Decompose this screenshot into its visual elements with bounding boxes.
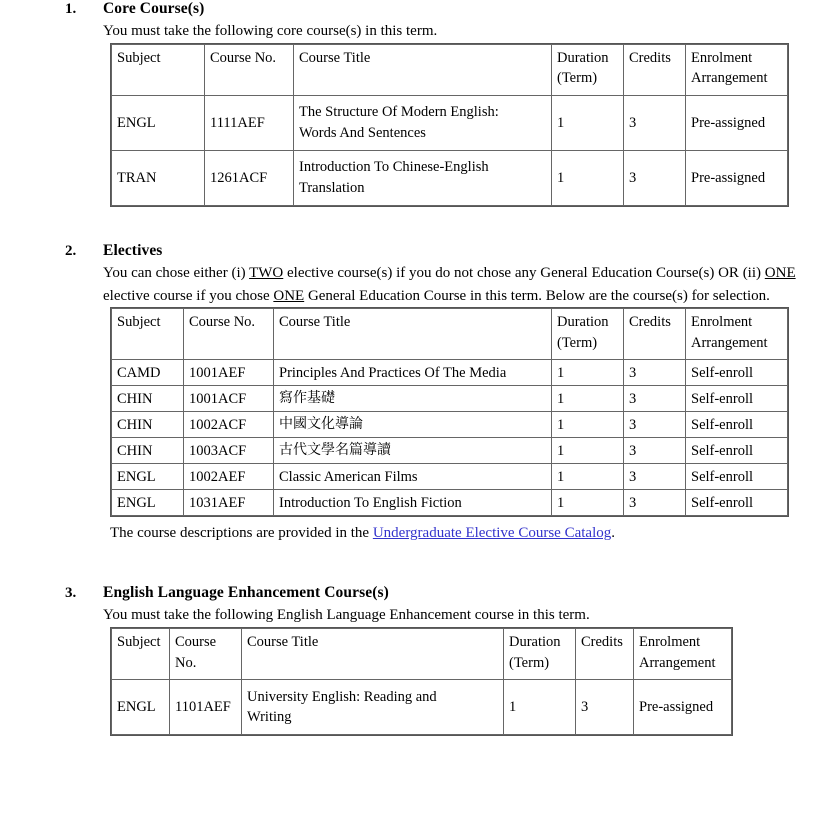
intro-emphasis-two: TWO — [249, 264, 284, 281]
cell-credits: 3 — [624, 95, 686, 150]
section-1-title: Core Course(s) — [103, 0, 205, 17]
table-row — [112, 360, 788, 386]
header-course-no: Course No. — [184, 309, 274, 360]
header-duration-line2: (Term) — [509, 654, 550, 671]
section-1-intro: You must take the following core course(s) in this term. — [103, 23, 438, 39]
cell-course-no: 1031AEF — [184, 490, 274, 516]
cell-title-line1: The Structure Of Modern English: — [299, 104, 499, 121]
electives-table — [111, 308, 788, 516]
cell-credits: 3 — [624, 490, 686, 516]
cell-duration: 1 — [552, 464, 624, 490]
cell-duration: 1 — [552, 438, 624, 464]
section-3-title: English Language Enhancement Course(s) — [103, 584, 389, 602]
section-3-intro: You must take the following English Language Enhancement course in this term. — [103, 607, 590, 624]
cell-course-title: 古代文學名篇導讀 — [274, 438, 552, 464]
core-courses-table — [111, 44, 788, 206]
header-enrolment-line2: Arrangement — [691, 334, 768, 351]
intro-text-part4: General Education Course in this term. Below are the course(s) for selection. — [304, 287, 770, 304]
header-subject: Subject — [112, 309, 184, 360]
section-gap — [0, 212, 828, 242]
catalog-note-prefix: The course descriptions are provided in the — [110, 525, 373, 542]
cell-enrolment: Self-enroll — [686, 490, 788, 516]
intro-emphasis-one-b: ONE — [273, 287, 305, 304]
table-row — [112, 95, 788, 150]
cell-title-line2: Translation — [299, 179, 365, 196]
header-duration-line1: Duration — [557, 49, 609, 66]
cell-duration: 1 — [552, 412, 624, 438]
cell-course-no: 1101AEF — [170, 680, 242, 735]
section-2-title: Electives — [103, 241, 163, 259]
cell-course-no: 1002AEF — [184, 464, 274, 490]
table-row — [112, 438, 788, 464]
cell-credits: 3 — [624, 438, 686, 464]
cell-course-title: Classic American Films — [274, 464, 552, 490]
header-course-title: Course Title — [274, 309, 552, 360]
table-header-row — [112, 309, 788, 360]
cell-course-title: 寫作基礎 — [274, 386, 552, 412]
cell-course-title: Principles And Practices Of The Media — [274, 360, 552, 386]
catalog-note-suffix: . — [611, 525, 615, 542]
header-enrolment-line1: Enrolment — [691, 314, 753, 331]
section-2-number: 2. — [65, 242, 77, 259]
table-header-row — [112, 629, 732, 680]
cell-credits: 3 — [576, 680, 634, 735]
cell-title-line1: Introduction To Chinese-English — [299, 159, 489, 176]
header-enrolment-line1: Enrolment — [691, 49, 753, 66]
cell-course-no: 1001ACF — [184, 386, 274, 412]
header-duration — [552, 44, 624, 95]
cell-credits: 3 — [624, 360, 686, 386]
cell-enrolment: Pre-assigned — [686, 150, 788, 205]
cell-title-line1: University English: Reading and — [247, 688, 437, 705]
cell-course-no: 1003ACF — [184, 438, 274, 464]
section-2-heading — [0, 242, 828, 260]
cell-credits: 3 — [624, 386, 686, 412]
cell-course-title — [242, 680, 504, 735]
table-row — [112, 464, 788, 490]
cell-enrolment: Self-enroll — [686, 464, 788, 490]
section-3-number: 3. — [65, 585, 77, 602]
intro-text-part3: elective course if you chose — [103, 287, 274, 304]
header-enrolment-line1: Enrolment — [639, 634, 701, 651]
cell-subject: ENGL — [112, 490, 184, 516]
ele-courses-table-wrapper — [110, 627, 733, 736]
cell-enrolment: Pre-assigned — [634, 680, 732, 735]
cell-title-line2: Words And Sentences — [299, 124, 426, 141]
section-core-courses — [0, 0, 828, 212]
electives-table-wrapper — [110, 307, 789, 517]
header-duration-line1: Duration — [557, 314, 609, 331]
header-enrolment — [686, 309, 788, 360]
header-subject: Subject — [112, 629, 170, 680]
ele-courses-table — [111, 628, 732, 735]
section-3-body — [103, 604, 828, 627]
table-row — [112, 490, 788, 516]
cell-subject: ENGL — [112, 680, 170, 735]
cell-subject: CHIN — [112, 386, 184, 412]
cell-subject: CHIN — [112, 412, 184, 438]
cell-enrolment: Pre-assigned — [686, 95, 788, 150]
header-course-no — [170, 629, 242, 680]
cell-duration: 1 — [504, 680, 576, 735]
catalog-note — [110, 525, 828, 542]
cell-duration: 1 — [552, 360, 624, 386]
cell-subject: CHIN — [112, 438, 184, 464]
section-english-language-enhancement — [0, 584, 828, 741]
section-electives — [0, 242, 828, 543]
header-course-no-line2: No. — [175, 654, 197, 671]
cell-course-no: 1111AEF — [205, 95, 294, 150]
cell-course-no: 1002ACF — [184, 412, 274, 438]
intro-emphasis-one-a: ONE — [764, 264, 796, 281]
header-credits: Credits — [576, 629, 634, 680]
header-course-no: Course No. — [205, 44, 294, 95]
section-gap — [0, 542, 828, 584]
cell-duration: 1 — [552, 150, 624, 205]
cell-enrolment: Self-enroll — [686, 438, 788, 464]
cell-subject: ENGL — [112, 95, 205, 150]
cell-title-line2: Writing — [247, 709, 292, 726]
cell-subject: ENGL — [112, 464, 184, 490]
header-enrolment — [686, 44, 788, 95]
header-credits: Credits — [624, 309, 686, 360]
cell-subject: CAMD — [112, 360, 184, 386]
header-subject: Subject — [112, 44, 205, 95]
cell-course-no: 1001AEF — [184, 360, 274, 386]
intro-text-part1: You can chose either (i) — [103, 264, 250, 281]
header-course-title: Course Title — [294, 44, 552, 95]
table-row — [112, 386, 788, 412]
section-2-body — [103, 262, 828, 308]
table-row — [112, 412, 788, 438]
cell-course-title: Introduction To English Fiction — [274, 490, 552, 516]
header-duration — [552, 309, 624, 360]
section-2-intro — [103, 262, 828, 308]
cell-credits: 3 — [624, 150, 686, 205]
cell-subject: TRAN — [112, 150, 205, 205]
section-1-heading — [0, 0, 828, 18]
header-course-no-line1: Course — [175, 634, 217, 651]
cell-duration: 1 — [552, 386, 624, 412]
cell-course-title — [294, 150, 552, 205]
header-credits: Credits — [624, 44, 686, 95]
table-header-row — [112, 44, 788, 95]
cell-course-no: 1261ACF — [205, 150, 294, 205]
header-enrolment-line2: Arrangement — [639, 654, 716, 671]
cell-credits: 3 — [624, 464, 686, 490]
header-duration-line2: (Term) — [557, 334, 598, 351]
header-course-title: Course Title — [242, 629, 504, 680]
section-1-number: 1. — [65, 1, 77, 17]
intro-text-part2: elective course(s) if you do not chose any General Education Course(s) OR (ii) — [283, 264, 765, 281]
core-courses-table-wrapper — [110, 43, 789, 207]
table-row — [112, 150, 788, 205]
header-enrolment-line2: Arrangement — [691, 70, 768, 87]
cell-course-title: 中國文化導論 — [274, 412, 552, 438]
section-1-body — [103, 20, 828, 43]
header-duration — [504, 629, 576, 680]
cell-duration: 1 — [552, 490, 624, 516]
header-enrolment — [634, 629, 732, 680]
header-duration-line2: (Term) — [557, 70, 598, 87]
cell-course-title — [294, 95, 552, 150]
cell-enrolment: Self-enroll — [686, 412, 788, 438]
undergraduate-elective-course-catalog-link[interactable]: Undergraduate Elective Course Catalog — [372, 525, 612, 542]
cell-duration: 1 — [552, 95, 624, 150]
table-row — [112, 680, 732, 735]
section-3-heading — [0, 584, 828, 602]
cell-credits: 3 — [624, 412, 686, 438]
cell-enrolment: Self-enroll — [686, 360, 788, 386]
cell-enrolment: Self-enroll — [686, 386, 788, 412]
header-duration-line1: Duration — [509, 634, 561, 651]
